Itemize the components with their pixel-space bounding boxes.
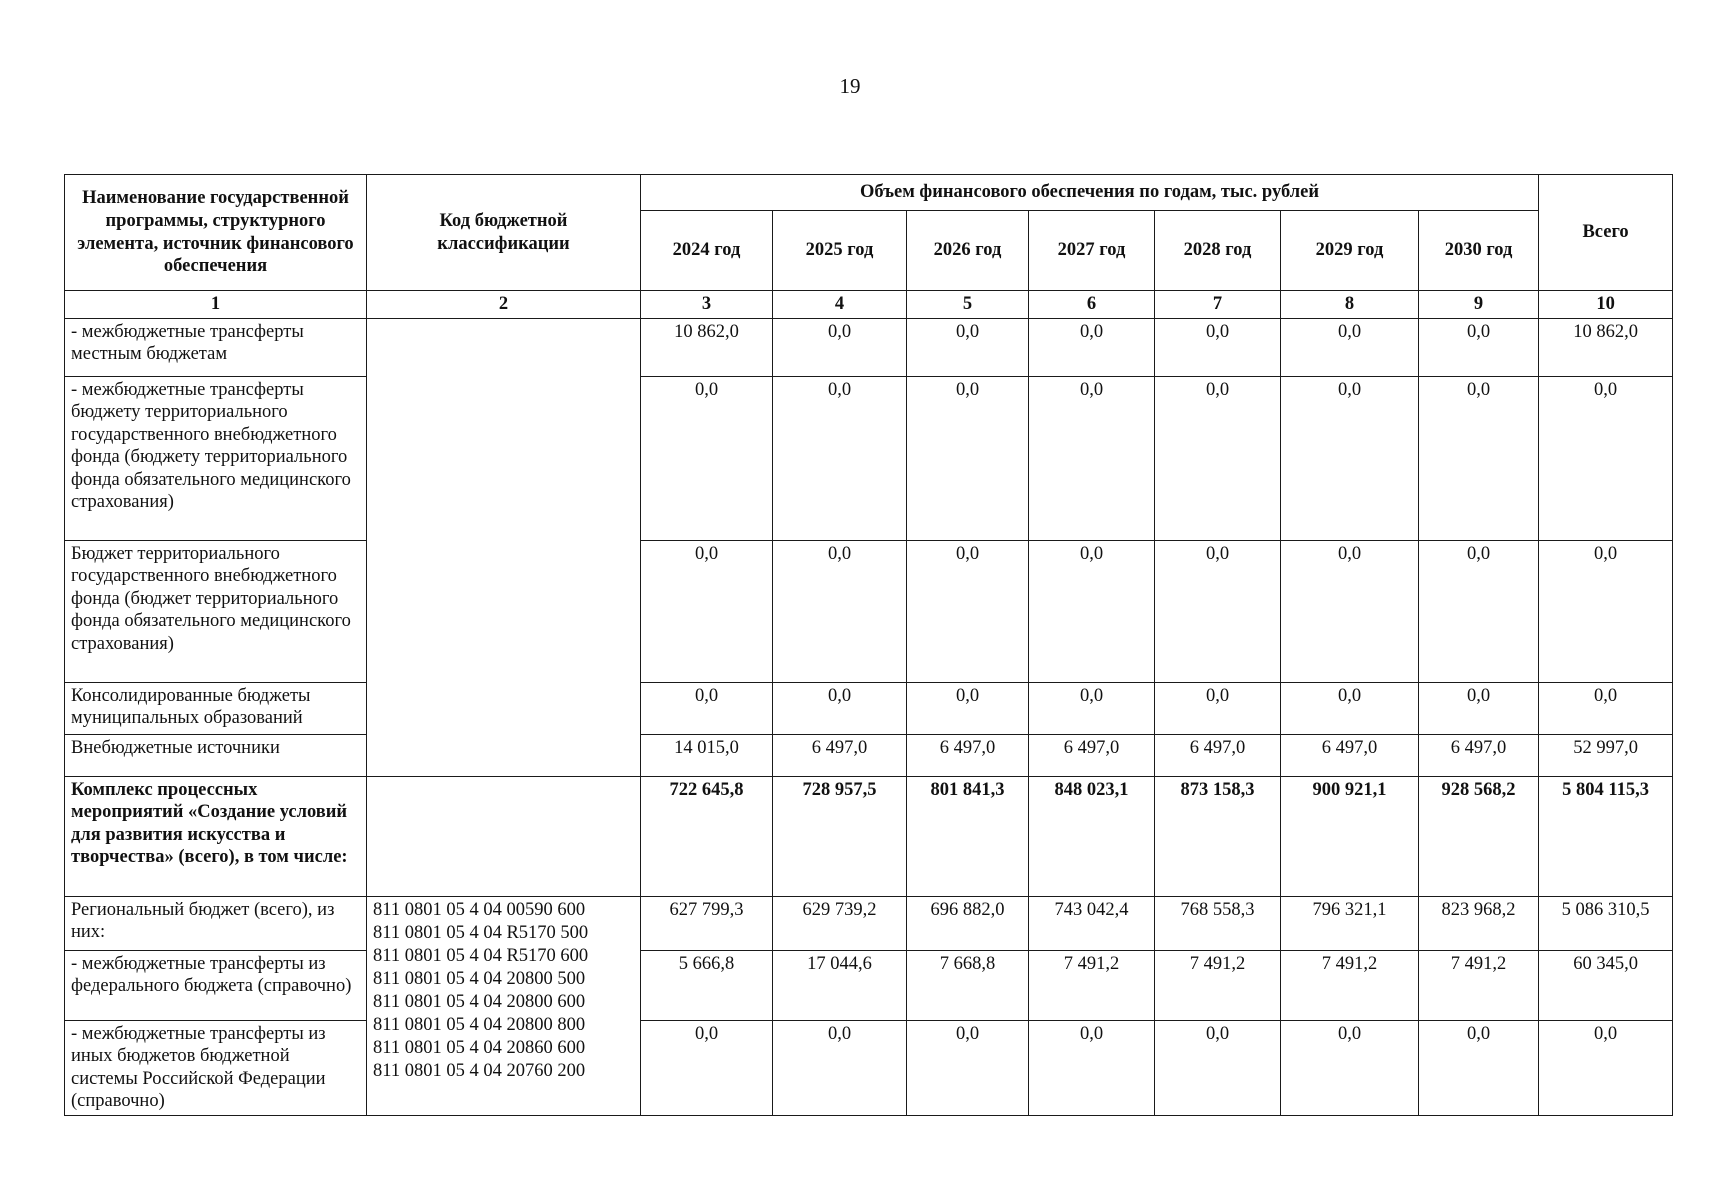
table-row xyxy=(65,376,1673,540)
cell-value: 0,0 xyxy=(907,376,1029,540)
column-number: 7 xyxy=(1155,291,1281,319)
cell-value: 900 921,1 xyxy=(1281,776,1419,896)
financing-table xyxy=(64,174,1673,1116)
header-year: 2030 год xyxy=(1419,211,1539,291)
cell-value: 0,0 xyxy=(641,1020,773,1115)
column-number: 10 xyxy=(1539,291,1673,319)
cell-value: 928 568,2 xyxy=(1419,776,1539,896)
cell-value: 0,0 xyxy=(641,540,773,682)
header-year: 2028 год xyxy=(1155,211,1281,291)
column-number: 4 xyxy=(773,291,907,319)
cell-value: 0,0 xyxy=(1155,540,1281,682)
table-row xyxy=(65,682,1673,734)
table-row-complex xyxy=(65,776,1673,896)
header-volume: Объем финансового обеспечения по годам, тыс. рублей xyxy=(641,175,1539,211)
cell-value: 14 015,0 xyxy=(641,734,773,776)
cell-value: 0,0 xyxy=(1155,376,1281,540)
cell-value: 0,0 xyxy=(1155,682,1281,734)
budget-code: 811 0801 05 4 04 20800 500 xyxy=(373,968,586,989)
cell-total: 60 345,0 xyxy=(1539,950,1673,1020)
table-row xyxy=(65,1020,1673,1115)
cell-value: 0,0 xyxy=(1419,1020,1539,1115)
cell-total: 0,0 xyxy=(1539,540,1673,682)
cell-value: 0,0 xyxy=(1029,682,1155,734)
header-code: Код бюджетной классификации xyxy=(367,175,641,291)
table-row xyxy=(65,950,1673,1020)
column-number: 9 xyxy=(1419,291,1539,319)
cell-value: 6 497,0 xyxy=(907,734,1029,776)
row-code-empty xyxy=(367,776,641,896)
budget-code: 811 0801 05 4 04 R5170 600 xyxy=(373,945,589,966)
header-year: 2026 год xyxy=(907,211,1029,291)
cell-value: 0,0 xyxy=(641,376,773,540)
cell-value: 0,0 xyxy=(1281,540,1419,682)
row-name: Региональный бюджет (всего), из них: xyxy=(65,896,367,950)
header-row-1 xyxy=(65,175,1673,211)
cell-value: 0,0 xyxy=(907,540,1029,682)
row-name: - межбюджетные трансферты местным бюджетам xyxy=(65,318,367,376)
budget-code: 811 0801 05 4 04 20760 200 xyxy=(373,1061,586,1082)
cell-value: 0,0 xyxy=(1419,682,1539,734)
cell-value: 0,0 xyxy=(773,540,907,682)
table-row xyxy=(65,896,1673,950)
row-name: - межбюджетные трансферты бюджету территориального государственного внебюджетного фонда (бюджету территориального фонда обязательного медицинского страхования) xyxy=(65,376,367,540)
cell-value: 0,0 xyxy=(1281,1020,1419,1115)
cell-value: 0,0 xyxy=(773,318,907,376)
cell-value: 0,0 xyxy=(1281,376,1419,540)
header-year: 2029 год xyxy=(1281,211,1419,291)
cell-value: 7 491,2 xyxy=(1281,950,1419,1020)
cell-total: 0,0 xyxy=(1539,1020,1673,1115)
page-number: 19 xyxy=(839,74,861,98)
cell-value: 7 668,8 xyxy=(907,950,1029,1020)
cell-value: 6 497,0 xyxy=(773,734,907,776)
budget-code: 811 0801 05 4 04 20800 600 xyxy=(373,992,586,1013)
cell-value: 696 882,0 xyxy=(907,896,1029,950)
cell-value: 801 841,3 xyxy=(907,776,1029,896)
row-name: Комплекс процессных мероприятий «Создание условий для развития искусства и творчества» (всего), в том числе: xyxy=(65,776,367,896)
column-number-row xyxy=(65,291,1673,319)
cell-value: 0,0 xyxy=(1419,318,1539,376)
cell-value: 0,0 xyxy=(1281,682,1419,734)
cell-value: 0,0 xyxy=(1419,540,1539,682)
cell-value: 0,0 xyxy=(641,682,773,734)
cell-value: 7 491,2 xyxy=(1419,950,1539,1020)
cell-value: 627 799,3 xyxy=(641,896,773,950)
budget-code: 811 0801 05 4 04 20860 600 xyxy=(373,1038,586,1059)
cell-value: 722 645,8 xyxy=(641,776,773,896)
cell-total: 5 804 115,3 xyxy=(1539,776,1673,896)
row-name: - межбюджетные трансферты из федерального бюджета (справочно) xyxy=(65,950,367,1020)
cell-value: 6 497,0 xyxy=(1419,734,1539,776)
cell-value: 0,0 xyxy=(773,1020,907,1115)
table-row xyxy=(65,318,1673,376)
cell-value: 0,0 xyxy=(907,318,1029,376)
header-year: 2024 год xyxy=(641,211,773,291)
cell-value: 0,0 xyxy=(1029,540,1155,682)
cell-value: 5 666,8 xyxy=(641,950,773,1020)
header-name: Наименование государственной программы, структурного элемента, источник финансового обеспечения xyxy=(65,175,367,291)
cell-value: 0,0 xyxy=(773,682,907,734)
cell-value: 0,0 xyxy=(773,376,907,540)
cell-value: 0,0 xyxy=(1029,318,1155,376)
header-year: 2025 год xyxy=(773,211,907,291)
cell-total: 0,0 xyxy=(1539,682,1673,734)
cell-value: 0,0 xyxy=(907,1020,1029,1115)
cell-total: 5 086 310,5 xyxy=(1539,896,1673,950)
column-number: 6 xyxy=(1029,291,1155,319)
cell-value: 823 968,2 xyxy=(1419,896,1539,950)
table-row xyxy=(65,734,1673,776)
budget-code: 811 0801 05 4 04 R5170 500 xyxy=(373,922,589,943)
budget-codes xyxy=(367,896,641,1115)
row-name: Консолидированные бюджеты муниципальных образований xyxy=(65,682,367,734)
cell-value: 6 497,0 xyxy=(1029,734,1155,776)
cell-value: 629 739,2 xyxy=(773,896,907,950)
header-total: Всего xyxy=(1539,175,1673,291)
cell-value: 0,0 xyxy=(1419,376,1539,540)
cell-value: 7 491,2 xyxy=(1155,950,1281,1020)
cell-value: 0,0 xyxy=(1281,318,1419,376)
cell-value: 17 044,6 xyxy=(773,950,907,1020)
cell-value: 10 862,0 xyxy=(641,318,773,376)
cell-value: 768 558,3 xyxy=(1155,896,1281,950)
budget-code: 811 0801 05 4 04 00590 600 xyxy=(373,899,586,920)
cell-value: 873 158,3 xyxy=(1155,776,1281,896)
header-year: 2027 год xyxy=(1029,211,1155,291)
cell-value: 0,0 xyxy=(1029,376,1155,540)
table-row xyxy=(65,540,1673,682)
column-number: 2 xyxy=(367,291,641,319)
cell-value: 0,0 xyxy=(1155,318,1281,376)
row-code-empty xyxy=(367,318,641,776)
cell-value: 0,0 xyxy=(1155,1020,1281,1115)
cell-value: 848 023,1 xyxy=(1029,776,1155,896)
row-name: - межбюджетные трансферты из иных бюджетов бюджетной системы Российской Федерации (справочно) xyxy=(65,1020,367,1115)
row-name: Бюджет территориального государственного внебюджетного фонда (бюджет территориального фонда обязательного медицинского страхования) xyxy=(65,540,367,682)
cell-value: 0,0 xyxy=(907,682,1029,734)
cell-value: 0,0 xyxy=(1029,1020,1155,1115)
cell-value: 6 497,0 xyxy=(1281,734,1419,776)
budget-code: 811 0801 05 4 04 20800 800 xyxy=(373,1015,586,1036)
cell-value: 6 497,0 xyxy=(1155,734,1281,776)
cell-total: 10 862,0 xyxy=(1539,318,1673,376)
column-number: 1 xyxy=(65,291,367,319)
column-number: 8 xyxy=(1281,291,1419,319)
cell-value: 7 491,2 xyxy=(1029,950,1155,1020)
column-number: 5 xyxy=(907,291,1029,319)
cell-total: 0,0 xyxy=(1539,376,1673,540)
cell-value: 796 321,1 xyxy=(1281,896,1419,950)
cell-total: 52 997,0 xyxy=(1539,734,1673,776)
row-name: Внебюджетные источники xyxy=(65,734,367,776)
cell-value: 728 957,5 xyxy=(773,776,907,896)
cell-value: 743 042,4 xyxy=(1029,896,1155,950)
column-number: 3 xyxy=(641,291,773,319)
